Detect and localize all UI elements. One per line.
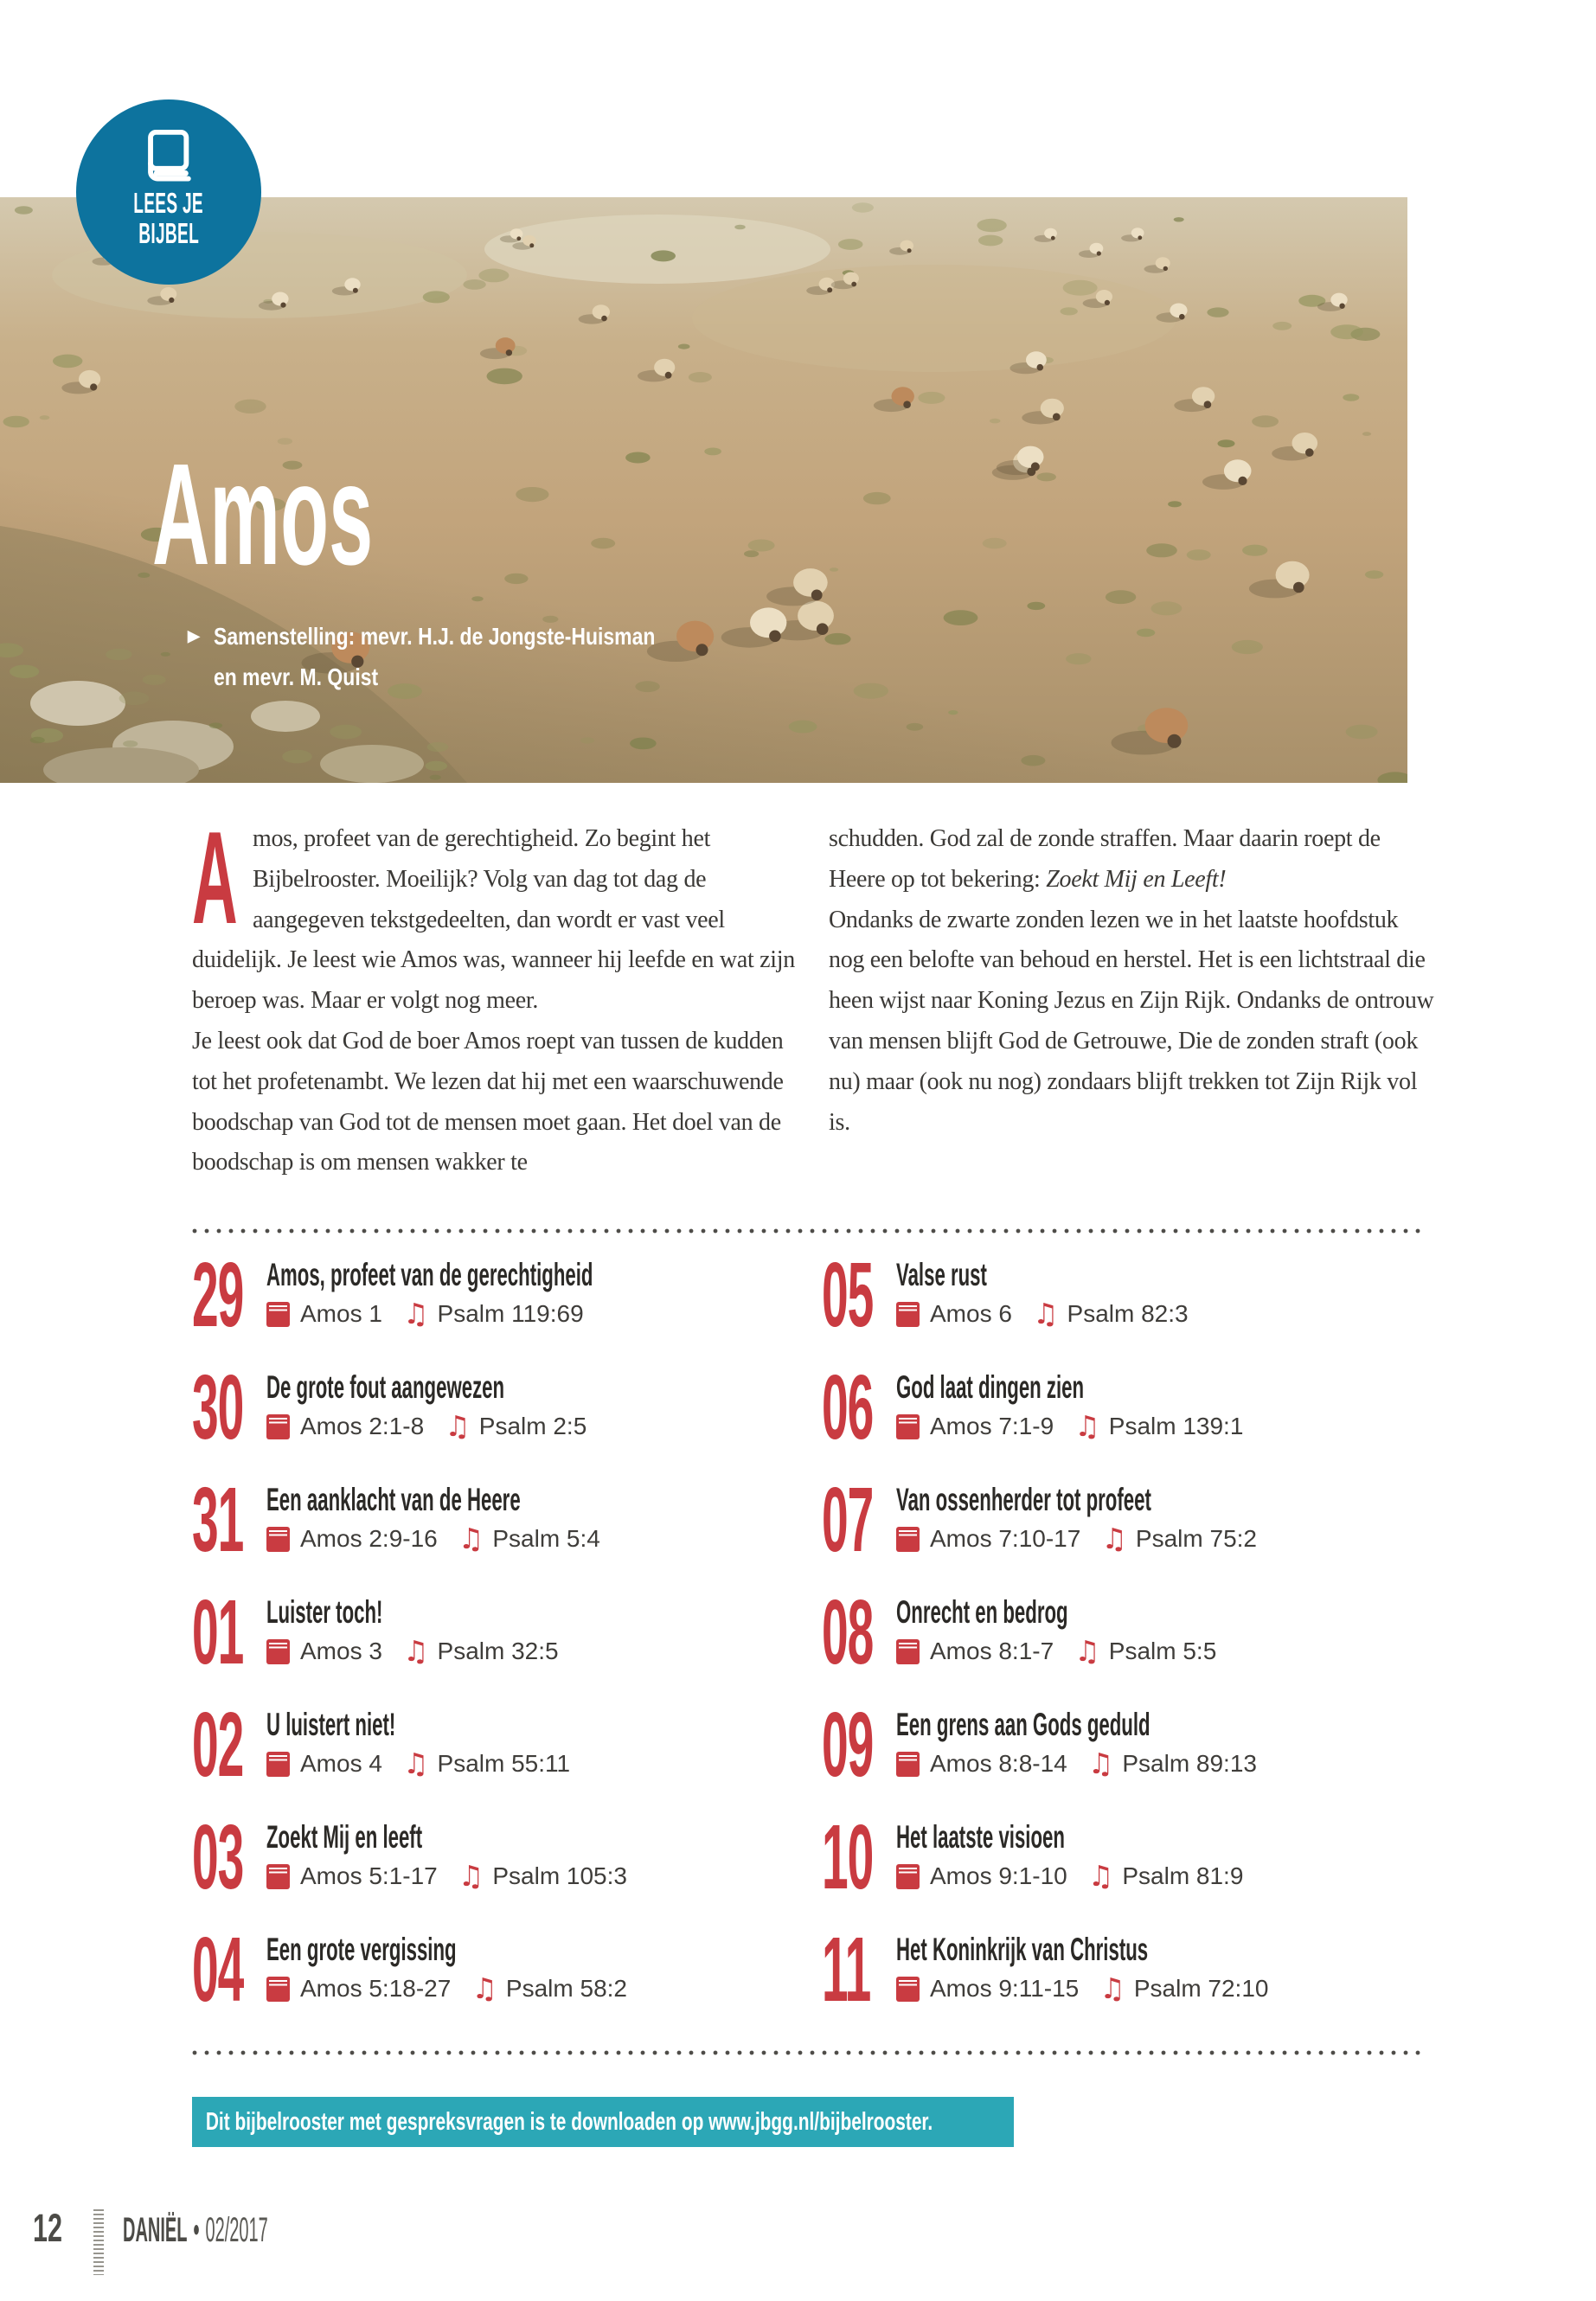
book-icon bbox=[896, 1864, 920, 1889]
psalm-reading: Psalm 55:11 bbox=[437, 1750, 571, 1777]
intro-paragraph bbox=[829, 819, 1439, 901]
reading-title: Het Koninkrijk van Christus bbox=[896, 1932, 1149, 1967]
schedule-entry bbox=[822, 1469, 1453, 1593]
arrow-icon: ▶ bbox=[188, 627, 200, 644]
music-note-icon: ♫ bbox=[402, 1634, 429, 1668]
bible-reading: Amos 9:1-10 bbox=[930, 1862, 1067, 1889]
book-icon bbox=[896, 1639, 920, 1664]
byline-line2: en mevr. M. Quist bbox=[213, 663, 378, 690]
music-note-icon: ♫ bbox=[1101, 1522, 1127, 1555]
psalm-reading: Psalm 75:2 bbox=[1135, 1525, 1257, 1552]
book-icon bbox=[266, 1639, 290, 1664]
intro-paragraph-text: mos, profeet van de gerechtigheid. Zo begint het Bijbelrooster. Moeilijk? Volg van dag tot dag de aangegeven tekstgedeelten, dan wordt er vast veel duidelijk. Je leest wie Amos was, wanneer hij leefde en wat zijn beroep was. Maar er volgt nog meer. bbox=[192, 825, 795, 1015]
magazine-info bbox=[123, 2211, 268, 2249]
book-icon bbox=[266, 1752, 290, 1777]
reading-title: Een grote vergissing bbox=[266, 1932, 457, 1967]
book-icon bbox=[266, 1414, 290, 1439]
schedule-entry bbox=[192, 1356, 824, 1481]
schedule-column-right bbox=[822, 1244, 1453, 2043]
reading-title: Een grens aan Gods geduld bbox=[896, 1707, 1151, 1742]
reading-title: Van ossenherder tot profeet bbox=[896, 1482, 1151, 1517]
reading-title: Onrecht en bedrog bbox=[896, 1594, 1068, 1630]
reading-title: Zoekt Mij en leeft bbox=[266, 1819, 423, 1855]
music-note-icon: ♫ bbox=[402, 1297, 429, 1330]
music-note-icon: ♫ bbox=[458, 1859, 484, 1893]
intro-quote-italic: Zoekt Mij en Leeft! bbox=[1046, 865, 1227, 893]
schedule-entry bbox=[192, 1694, 824, 1818]
byline-line1: Samenstelling: mevr. H.J. de Jongste-Huisman bbox=[213, 623, 656, 650]
intro-paragraph-text: Je leest ook dat God de boer Amos roept van tussen de kudden tot het profetenambt. We lezen dat hij met een waarschuwende boodschap van God tot de mensen moet gaan. Het doel van de boodschap is om mensen wakker te bbox=[192, 1027, 784, 1176]
bible-reading: Amos 6 bbox=[930, 1300, 1012, 1327]
day-number: 06 bbox=[822, 1356, 874, 1458]
bible-reading: Amos 1 bbox=[300, 1300, 382, 1327]
intro-column-left bbox=[192, 804, 802, 1183]
intro-column-right bbox=[829, 819, 1439, 1143]
bible-reading: Amos 5:18-27 bbox=[300, 1975, 452, 2002]
book-icon bbox=[896, 1977, 920, 2002]
bible-reading: Amos 7:1-9 bbox=[930, 1413, 1054, 1439]
book-icon bbox=[266, 1302, 290, 1327]
byline bbox=[188, 616, 752, 697]
psalm-reading: Psalm 5:4 bbox=[492, 1525, 600, 1552]
reading-title: De grote fout aangewezen bbox=[266, 1369, 505, 1405]
lees-je-bijbel-badge bbox=[76, 99, 261, 285]
bible-reading: Amos 9:11-15 bbox=[930, 1975, 1080, 2002]
psalm-reading: Psalm 81:9 bbox=[1122, 1862, 1244, 1889]
schedule-entry bbox=[192, 1806, 824, 1931]
music-note-icon: ♫ bbox=[1099, 1971, 1125, 2005]
schedule-entry bbox=[192, 1244, 824, 1368]
reading-title: Een aanklacht van de Heere bbox=[266, 1482, 521, 1517]
schedule-column-left bbox=[192, 1244, 824, 2043]
bible-reading: Amos 4 bbox=[300, 1750, 382, 1777]
psalm-reading: Psalm 58:2 bbox=[505, 1975, 627, 2002]
psalm-reading: Psalm 82:3 bbox=[1067, 1300, 1189, 1327]
music-note-icon: ♫ bbox=[1087, 1747, 1114, 1780]
dropcap: A bbox=[192, 804, 238, 952]
book-icon bbox=[266, 1527, 290, 1552]
book-icon bbox=[896, 1527, 920, 1552]
psalm-reading: Psalm 5:5 bbox=[1108, 1638, 1217, 1664]
bible-reading: Amos 8:8-14 bbox=[930, 1750, 1067, 1777]
day-number: 01 bbox=[192, 1581, 244, 1683]
book-icon bbox=[266, 1864, 290, 1889]
dotted-divider-top bbox=[192, 1228, 1420, 1234]
schedule-entry bbox=[822, 1244, 1453, 1368]
schedule-entry bbox=[822, 1356, 1453, 1481]
bible-reading: Amos 7:10-17 bbox=[930, 1525, 1081, 1552]
bible-reading: Amos 8:1-7 bbox=[930, 1638, 1054, 1664]
book-icon bbox=[137, 124, 201, 188]
dotted-divider-bottom bbox=[192, 2050, 1420, 2055]
day-number: 11 bbox=[822, 1919, 871, 2021]
day-number: 08 bbox=[822, 1581, 874, 1683]
day-number: 10 bbox=[822, 1806, 874, 1908]
intro-paragraph bbox=[829, 901, 1439, 1144]
page-number: 12 bbox=[33, 2206, 63, 2250]
schedule-entry bbox=[192, 1469, 824, 1593]
reading-title: U luistert niet! bbox=[266, 1707, 396, 1742]
reading-title: Amos, profeet van de gerechtigheid bbox=[266, 1257, 593, 1292]
day-number: 29 bbox=[192, 1244, 244, 1346]
page-title: Amos bbox=[152, 434, 374, 595]
bible-reading: Amos 5:1-17 bbox=[300, 1862, 438, 1889]
psalm-reading: Psalm 72:10 bbox=[1133, 1975, 1269, 2002]
badge-line1: LEES JE bbox=[133, 187, 204, 219]
schedule-entry bbox=[822, 1694, 1453, 1818]
psalm-reading: Psalm 119:69 bbox=[437, 1300, 584, 1327]
music-note-icon: ♫ bbox=[1074, 1409, 1100, 1443]
music-note-icon: ♫ bbox=[458, 1522, 484, 1555]
book-icon bbox=[896, 1414, 920, 1439]
music-note-icon: ♫ bbox=[1074, 1634, 1100, 1668]
download-banner bbox=[192, 2097, 1014, 2147]
reading-title: Luister toch! bbox=[266, 1594, 383, 1630]
psalm-reading: Psalm 2:5 bbox=[478, 1413, 587, 1439]
psalm-reading: Psalm 32:5 bbox=[437, 1638, 559, 1664]
day-number: 03 bbox=[192, 1806, 244, 1908]
schedule-entry bbox=[822, 1919, 1453, 2043]
intro-paragraph-text: schudden. God zal de zonde straffen. Maar daarin roept de Heere op tot bekering: bbox=[829, 825, 1381, 893]
schedule-entry bbox=[192, 1919, 824, 2043]
intro-paragraph bbox=[192, 1022, 802, 1183]
day-number: 31 bbox=[192, 1469, 244, 1571]
day-number: 30 bbox=[192, 1356, 244, 1458]
psalm-reading: Psalm 139:1 bbox=[1108, 1413, 1244, 1439]
book-icon bbox=[266, 1977, 290, 2002]
intro-paragraph-text: Ondanks de zwarte zonden lezen we in het laatste hoofdstuk nog een belofte van behoud en herstel. Het is een lichtstraal die heen wijst naar Koning Jezus en Zijn Rijk. Ondanks de ontrouw van mensen blijft God de Getrouwe, Die de zonden straft (ook nu) maar (ook nu nog) zondaars blijft trekken tot Zijn Rijk vol is. bbox=[829, 906, 1434, 1136]
music-note-icon: ♫ bbox=[1032, 1297, 1059, 1330]
schedule-entry bbox=[822, 1581, 1453, 1706]
magazine-name: DANIËL bbox=[123, 2211, 188, 2249]
page-footer bbox=[0, 2208, 1596, 2280]
reading-title: God laat dingen zien bbox=[896, 1369, 1085, 1405]
banner-text: Dit bijbelrooster met gespreksvragen is te downloaden op www.jbgg.nl/bijbelrooster. bbox=[205, 2107, 933, 2136]
music-note-icon: ♫ bbox=[1087, 1859, 1114, 1893]
music-note-icon: ♫ bbox=[402, 1747, 429, 1780]
book-icon bbox=[896, 1302, 920, 1327]
psalm-reading: Psalm 89:13 bbox=[1122, 1750, 1257, 1777]
music-note-icon: ♫ bbox=[471, 1971, 497, 2005]
day-number: 05 bbox=[822, 1244, 874, 1346]
reading-title: Het laatste visioen bbox=[896, 1819, 1065, 1855]
day-number: 02 bbox=[192, 1694, 244, 1796]
footer-divider bbox=[93, 2209, 104, 2275]
bible-reading: Amos 2:9-16 bbox=[300, 1525, 438, 1552]
badge-line2: BIJBEL bbox=[138, 217, 199, 249]
day-number: 07 bbox=[822, 1469, 874, 1571]
book-icon bbox=[896, 1752, 920, 1777]
footer-separator: • bbox=[193, 2211, 200, 2249]
day-number: 04 bbox=[192, 1919, 244, 2021]
bible-reading: Amos 3 bbox=[300, 1638, 382, 1664]
intro-paragraph bbox=[192, 804, 802, 1022]
issue-number: 02/2017 bbox=[205, 2211, 268, 2249]
bible-reading: Amos 2:1-8 bbox=[300, 1413, 425, 1439]
schedule-entry bbox=[192, 1581, 824, 1706]
reading-title: Valse rust bbox=[896, 1257, 987, 1292]
psalm-reading: Psalm 105:3 bbox=[492, 1862, 627, 1889]
schedule-entry bbox=[822, 1806, 1453, 1931]
day-number: 09 bbox=[822, 1694, 874, 1796]
music-note-icon: ♫ bbox=[445, 1409, 471, 1443]
